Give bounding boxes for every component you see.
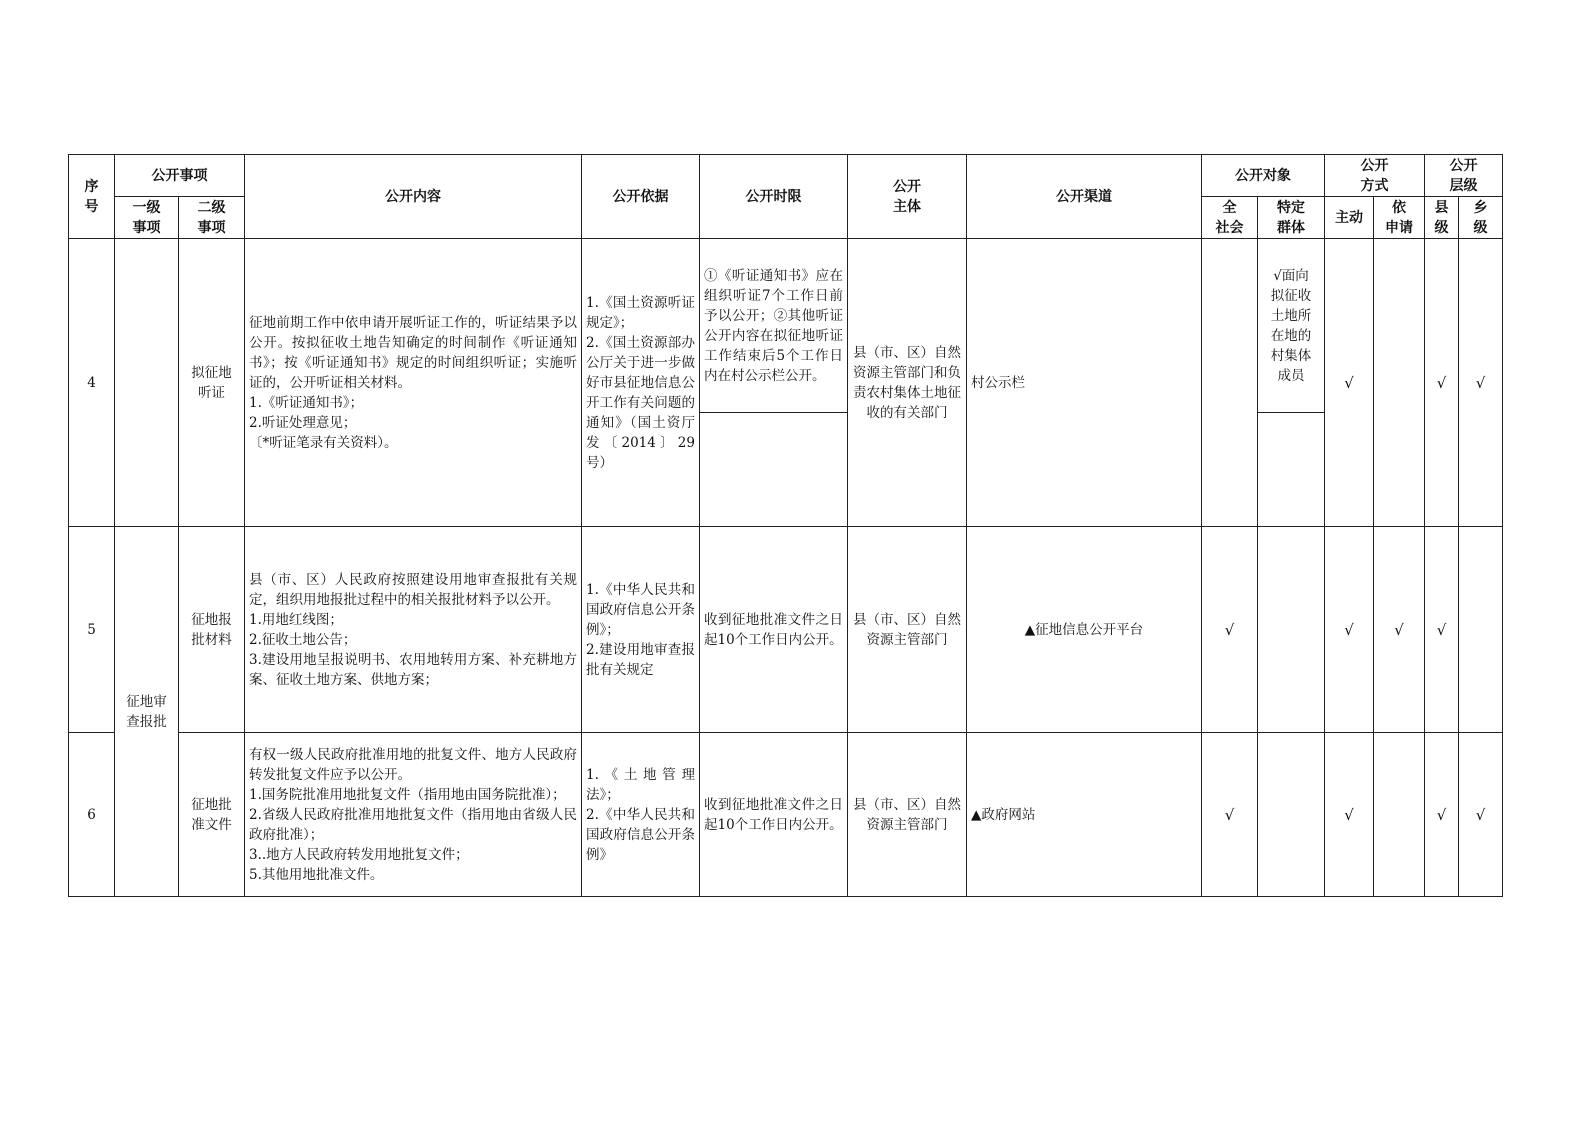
row4-seq: 4 <box>69 239 115 527</box>
row5-level2: 征地报 批材料 <box>179 527 245 733</box>
header-mode: 公开 方式 <box>1325 155 1425 197</box>
row5-target-all: √ <box>1202 527 1258 733</box>
row4-town: √ <box>1459 239 1503 527</box>
row5-time: 收到征地批准文件之日起10个工作日内公开。 <box>700 527 848 733</box>
header-target-specific: 特定 群体 <box>1258 197 1325 239</box>
row5-mode-active: √ <box>1325 527 1374 733</box>
disclosure-table <box>68 154 1503 897</box>
row6-seq: 6 <box>69 733 115 897</box>
row5-mode-apply: √ <box>1374 527 1425 733</box>
row4-level2: 拟征地 听证 <box>179 239 245 527</box>
header-level: 公开 层级 <box>1425 155 1503 197</box>
header-seq: 序 号 <box>69 155 115 239</box>
header-level-county: 县 级 <box>1425 197 1459 239</box>
table-row <box>69 527 1503 733</box>
header-level1: 一级 事项 <box>115 197 179 239</box>
header-target: 公开对象 <box>1202 155 1325 197</box>
header-target-all: 全 社会 <box>1202 197 1258 239</box>
header-level2: 二级 事项 <box>179 197 245 239</box>
row6-target-all: √ <box>1202 733 1258 897</box>
row5-county: √ <box>1425 527 1459 733</box>
row5-content: 县（市、区）人民政府按照建设用地审查报批有关规定，组织用地报批过程中的相关报批材料予以公开。 1.用地红线图； 2.征收土地公告； 3.建设用地呈报说明书、农用地转用方案、补充耕地方案、征收土地方案、供地方案； <box>245 527 582 733</box>
header-mode-apply: 依 申请 <box>1374 197 1425 239</box>
row6-channel: ▲政府网站 <box>967 733 1202 897</box>
row4-target-specific: √面向 拟征收 土地所 在地的 村集体 成员 <box>1258 239 1325 413</box>
header-subject: 公开 主体 <box>848 155 967 239</box>
row4-content: 征地前期工作中依申请开展听证工作的，听证结果予以公开。按拟征收土地告知确定的时间制作《听证通知书》；按《听证通知书》规定的时间组织听证；实施听证的，公开听证相关材料。 1.《听证通知书》； 2.听证处理意见； 〔*听证笔录有关资料）。 <box>245 239 582 527</box>
row5-seq: 5 <box>69 527 115 733</box>
row4-target-all <box>1202 239 1258 527</box>
row4-subject: 县（市、区）自然资源主管部门和负责农村集体土地征收的有关部门 <box>848 239 967 527</box>
row6-mode-active: √ <box>1325 733 1374 897</box>
row4-mode-active: √ <box>1325 239 1374 527</box>
row4-county: √ <box>1425 239 1459 527</box>
row4-target-specific-empty <box>1258 413 1325 527</box>
row6-target-specific <box>1258 733 1325 897</box>
row5-town <box>1459 527 1503 733</box>
row6-level2: 征地批 准文件 <box>179 733 245 897</box>
row5-basis: 1.《中华人民共和国政府信息公开条例》； 2.建设用地审查报批有关规定 <box>582 527 700 733</box>
row6-time: 收到征地批准文件之日起10个工作日内公开。 <box>700 733 848 897</box>
header-basis: 公开依据 <box>582 155 700 239</box>
row5-channel: ▲征地信息公开平台 <box>967 527 1202 733</box>
row4-channel: 村公示栏 <box>967 239 1202 527</box>
header-items: 公开事项 <box>115 155 245 197</box>
row6-basis: 1.《土地管理法》； 2.《中华人民共和国政府信息公开条例》 <box>582 733 700 897</box>
header-mode-active: 主动 <box>1325 197 1374 239</box>
row5-subject: 县（市、区）自然资源主管部门 <box>848 527 967 733</box>
row4-level1 <box>115 239 179 527</box>
row4-mode-apply <box>1374 239 1425 527</box>
row4-basis: 1.《国土资源听证规定》； 2.《国土资源部办公厅关于进一步做好市县征地信息公开工作有关问题的通知》（国土资厅发〔2014〕29号） <box>582 239 700 527</box>
table-row <box>69 239 1503 413</box>
row6-content: 有权一级人民政府批准用地的批复文件、地方人民政府转发批复文件应予以公开。 1.国务院批准用地批复文件（指用地由国务院批准）； 2.省级人民政府批准用地批复文件（指用地由省级人民政府批准）； 3..地方人民政府转发用地批复文件； 5.其他用地批准文件。 <box>245 733 582 897</box>
header-level-town: 乡 级 <box>1459 197 1503 239</box>
header-time: 公开时限 <box>700 155 848 239</box>
row4-time: ①《听证通知书》应在组织听证7个工作日前予以公开；②其他听证公开内容在拟征地听证工作结束后5个工作日内在村公示栏公开。 <box>700 239 848 413</box>
row5-level1: 征地审 查报批 <box>115 527 179 897</box>
header-channel: 公开渠道 <box>967 155 1202 239</box>
table-row <box>69 733 1503 897</box>
row4-time-empty <box>700 413 848 527</box>
row6-county: √ <box>1425 733 1459 897</box>
row6-mode-apply <box>1374 733 1425 897</box>
row5-target-specific <box>1258 527 1325 733</box>
header-content: 公开内容 <box>245 155 582 239</box>
row6-town: √ <box>1459 733 1503 897</box>
row6-subject: 县（市、区）自然资源主管部门 <box>848 733 967 897</box>
